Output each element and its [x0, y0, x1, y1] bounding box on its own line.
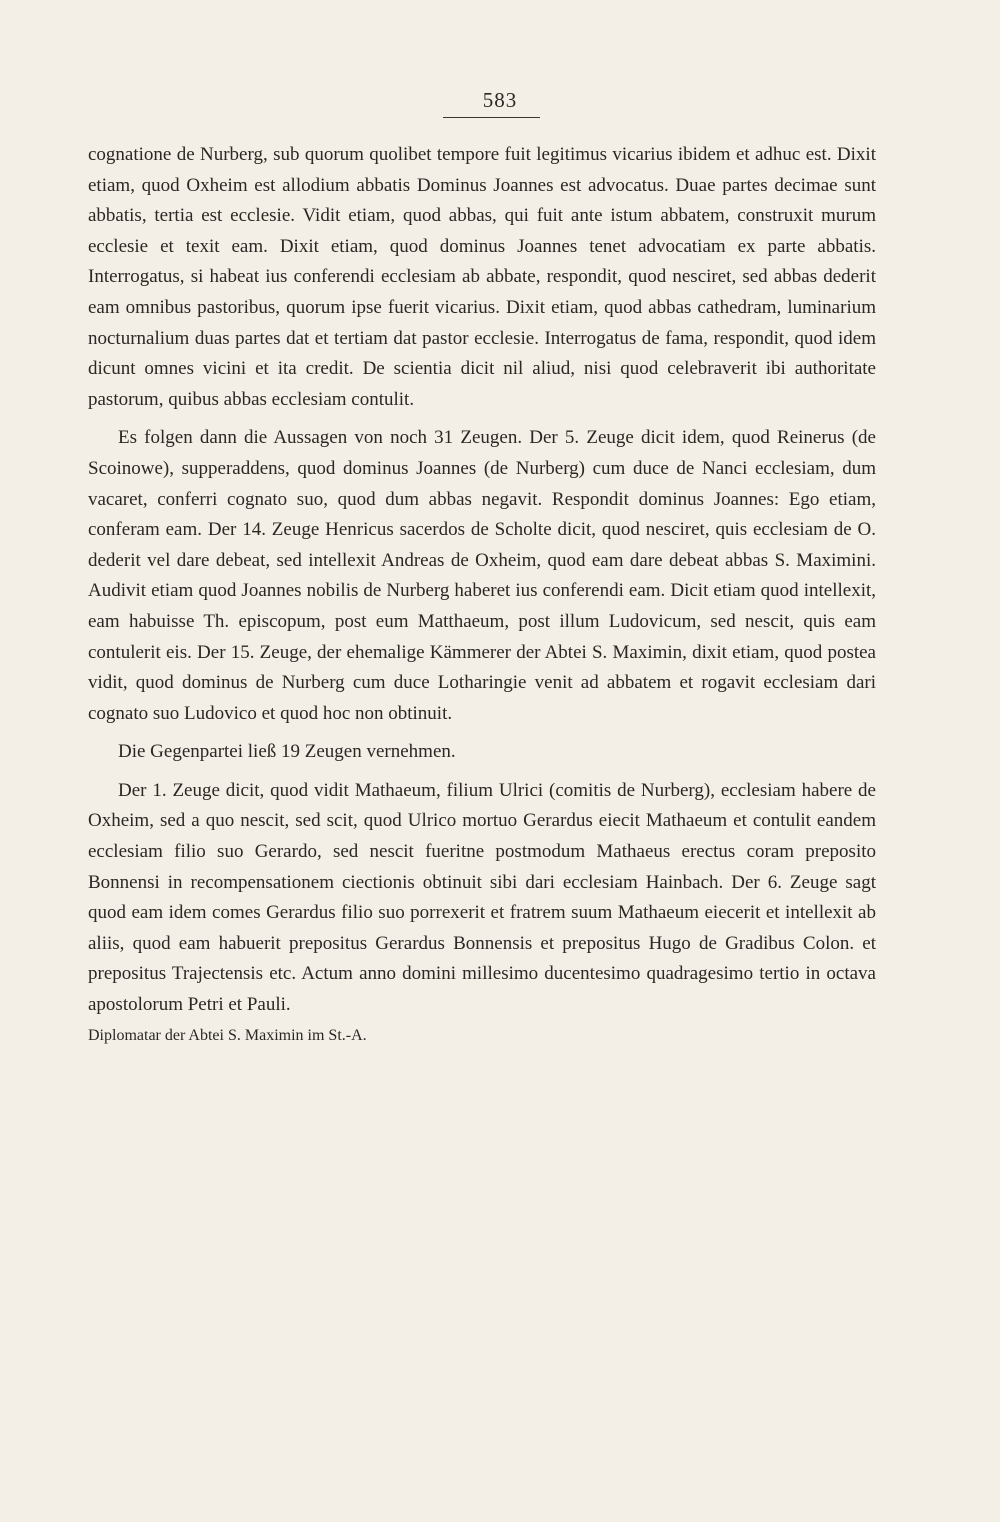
paragraph-3: Die Gegenpartei ließ 19 Zeugen vernehmen.: [118, 741, 456, 763]
body-text: [88, 140, 876, 1051]
page-number: 583: [482, 88, 518, 112]
source-footnote: Diplomatar der Abtei S. Maximin im St.-A.: [88, 1026, 367, 1044]
paragraph-4: Der 1. Zeuge dicit, quod vidit Mathaeum, filium Ulrici (comitis de Nurberg), ecclesiam habere de Oxheim, sed a quo nescit, sed scit, quod Ulrico mortuo Gerardus eiecit Mathaeum et contulit eandem ecclesiam filio suo Gerardo, sed nescit fueritne postmodum Mathaeus erectus coram preposito Bonnensi in recompensationem ciectionis obtinuit sibi dari ecclesiam Hainbach. Der 6. Zeuge sagt quod eam idem comes Gerardus filio suo porrexerit et fratrem suum Mathaeum eiecerit et intellexit ab aliis, quod eam habuerit prepositus Gerardus Bonnensis et prepositus Hugo de Gradibus Colon. et prepositus Trajectensis etc. Actum anno domini millesimo ducentesimo quadragesimo tertio in octava apostolorum Petri et Pauli.: [88, 779, 876, 1016]
paragraph-1: cognatione de Nurberg, sub quorum quolibet tempore fuit legitimus vicarius ibidem et adhuc est. Dixit etiam, quod Oxheim est allodium abbatis Dominus Joannes est advocatus. Duae partes decimae sunt abbatis, tertia est ecclesie. Vidit etiam, quod abbas, qui fuit ante istum abbatem, construxit murum ecclesie et texit eam. Dixit etiam, quod dominus Joannes tenet advocatiam ex parte abbatis. Interrogatus, si habeat ius conferendi ecclesiam ab abbate, respondit, quod nesciret, sed abbas dederit eam omnibus pastoribus, quorum ipse fuerit vicarius. Dixit etiam, quod abbas cathedram, luminarium nocturnalium duas partes dat et tertiam dat pastor ecclesie. Interrogatus de fama, respondit, quod idem dicunt omnes vicini et ita credit. De scientia dicit nil aliud, nisi quod celebraverit ibi authoritate pastorum, quibus abbas ecclesiam contulit.: [88, 144, 876, 410]
header-rule: [443, 117, 540, 118]
paragraph-2: Es folgen dann die Aussagen von noch 31 Zeugen. Der 5. Zeuge dicit idem, quod Reinerus (de Scoinowe), supperaddens, quod dominus Joannes (de Nurberg) cum duce de Nanci ecclesiam, dum vacaret, conferri cognato suo, quod dum abbas negavit. Respondit dominus Joannes: Ego etiam, conferam eam. Der 14. Zeuge Henricus sacerdos de Scholte dicit, quod nesciret, quis ecclesiam de O. dederit vel dare debeat, sed intellexit Andreas de Oxheim, quod eam dare debeat abbas S. Maximini. Audivit etiam quod Joannes nobilis de Nurberg haberet ius conferendi eam. Dicit etiam quod intellexit, eam habuisse Th. episcopum, post eum Matthaeum, post illum Ludovicum, sed nescit, quis eam contulerit eis. Der 15. Zeuge, der ehemalige Kämmerer der Abtei S. Maximin, dixit etiam, quod postea vidit, quod dominus de Nurberg cum duce Lotharingie venit ad abbatem et rogavit ecclesiam dari cognato suo Ludovico et quod hoc non obtinuit.: [88, 427, 876, 724]
